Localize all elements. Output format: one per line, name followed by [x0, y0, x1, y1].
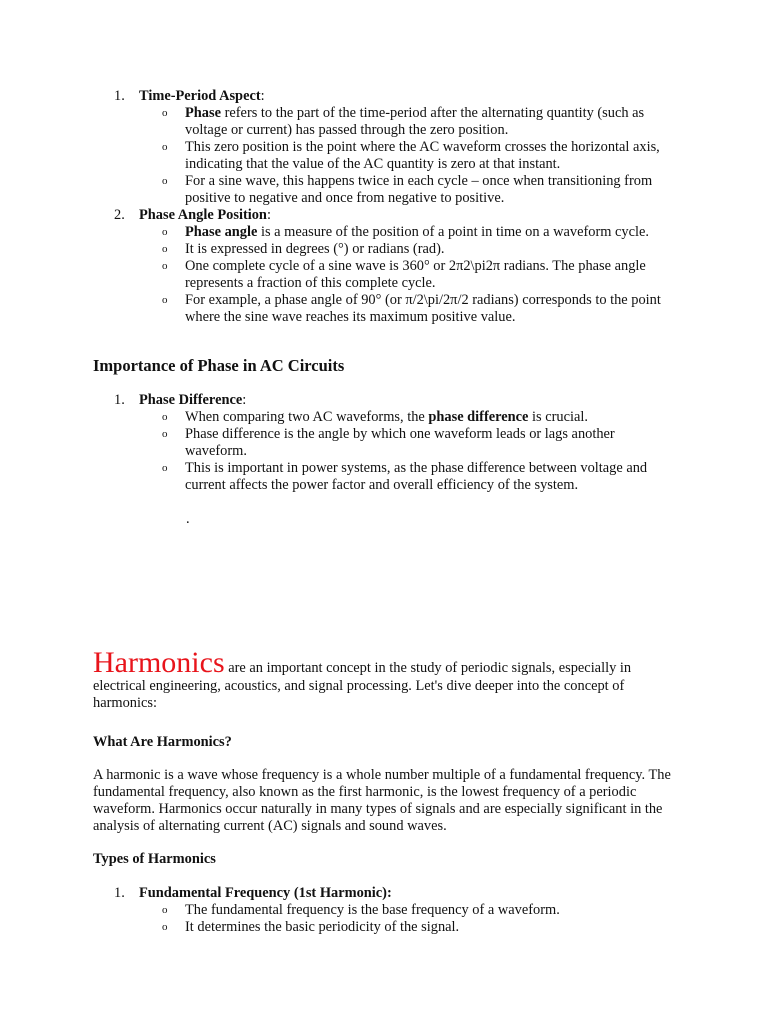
list-item: o For a sine wave, this happens twice in each cycle – once when transitioning from positive to negative and once from negative to positive.: [162, 173, 653, 206]
list-item: o It is expressed in degrees (°) or radians (rad).: [162, 241, 445, 257]
list-item: o It determines the basic periodicity of the signal.: [162, 919, 460, 935]
sub-bullet-list: [139, 902, 700, 936]
bullet-icon: o: [162, 921, 168, 933]
list-number: 2.: [114, 207, 125, 223]
bullet-icon: o: [162, 294, 168, 306]
list-item: [0, 885, 700, 936]
list-item: o When comparing two AC waveforms, the phase difference is crucial.: [162, 409, 588, 425]
item-title: Time-Period Aspect: [139, 88, 261, 104]
list-item: o Phase difference is the angle by which one waveform leads or lags another waveform.: [162, 426, 615, 459]
sub-bullet-list: [139, 409, 700, 494]
bullet-icon: o: [162, 141, 168, 153]
bullet-icon: o: [162, 260, 168, 272]
list-item: o The fundamental frequency is the base frequency of a waveform.: [162, 902, 560, 918]
bullet-icon: o: [162, 411, 168, 423]
section-heading: Importance of Phase in AC Circuits: [93, 356, 345, 375]
list-item: 1. Phase Difference: o When comparing two AC waveforms, the phase difference is crucial. o Phase difference is the angle by which one waveform leads or lags another waveform. o This is important in power systems, as the phase difference between voltage and current affects the power factor and overall efficiency of the system.: [0, 392, 700, 494]
stray-dot: .: [186, 511, 190, 527]
list-item: o One complete cycle of a sine wave is 360° or 2π2\pi2π radians. The phase angle represents a fraction of this complete cycle.: [162, 258, 646, 291]
harmonics-intro-text: are an important concept in the study of periodic signals, especially in electrical engineering, acoustics, and signal processing. Let's dive deeper into the concept of harmonics:: [93, 660, 632, 711]
bullet-icon: o: [162, 428, 168, 440]
list-item: o This zero position is the point where the AC waveform crosses the horizontal axis, indicating that the value of the AC quantity is zero at that instant.: [162, 139, 660, 172]
harmonic-types-list: [0, 885, 700, 936]
bullet-icon: o: [162, 462, 168, 474]
list-number: 1.: [114, 88, 125, 104]
harmonics-intro: [93, 648, 673, 712]
list-item: o For example, a phase angle of 90° (or π/2\pi/2π/2 radians) corresponds to the point where the sine wave reaches its maximum positive value.: [162, 292, 661, 325]
bullet-icon: o: [162, 904, 168, 916]
section-heading: Types of Harmonics: [93, 851, 216, 867]
paragraph: A harmonic is a wave whose frequency is a whole number multiple of a fundamental frequency. The fundamental frequency, also known as the first harmonic, is the lowest frequency of a periodic waveform. Harmonics occur naturally in many types of signals and are especially significant in the analysis of alternating current (AC) signals and sound waves.: [93, 767, 671, 834]
section-heading: What Are Harmonics?: [93, 734, 232, 750]
item-title: Phase Angle Position: [139, 207, 267, 223]
list-number: 1.: [114, 392, 125, 408]
item-title: Fundamental Frequency (1st Harmonic):: [139, 885, 392, 901]
list-item: 2. Phase Angle Position: o Phase angle is a measure of the position of a point in time on a waveform cycle. o It is expressed in degrees (°) or radians (rad). o One complete cycle of a sine wave is 360° or 2π2\pi2π radians. The phase angle represents a fraction of this complete cycle. o For example, a phase angle of 90° (or π/2\pi/2π/2 radians) corresponds to the point where the sine wave reaches its maximum positive value.: [0, 207, 700, 326]
bullet-icon: o: [162, 107, 168, 119]
list-item: o Phase refers to the part of the time-period after the alternating quantity (such as voltage or current) has passed through the zero position.: [162, 105, 645, 138]
sub-bullet-list: [139, 224, 700, 326]
phase-aspects-list: [0, 88, 700, 326]
list-item: o Phase angle is a measure of the position of a point in time on a waveform cycle.: [162, 224, 649, 240]
bullet-icon: o: [162, 243, 168, 255]
list-item: o This is important in power systems, as the phase difference between voltage and current affects the power factor and overall efficiency of the system.: [162, 460, 648, 493]
list-item: 1. Time-Period Aspect: o Phase refers to the part of the time-period after the alternating quantity (such as voltage or current) has passed through the zero position. o This zero position is the point where the AC waveform crosses the horizontal axis, indicating that the value of the AC quantity is zero at that instant. o For a sine wave, this happens twice in each cycle – once when transitioning from positive to negative and once from negative to positive.: [0, 88, 700, 207]
harmonics-title: Harmonics: [93, 646, 225, 679]
list-number: 1.: [114, 885, 125, 901]
sub-bullet-list: [139, 105, 700, 207]
bullet-icon: o: [162, 226, 168, 238]
importance-list: [0, 392, 700, 494]
item-title: Phase Difference: [139, 392, 243, 408]
bullet-icon: o: [162, 175, 168, 187]
